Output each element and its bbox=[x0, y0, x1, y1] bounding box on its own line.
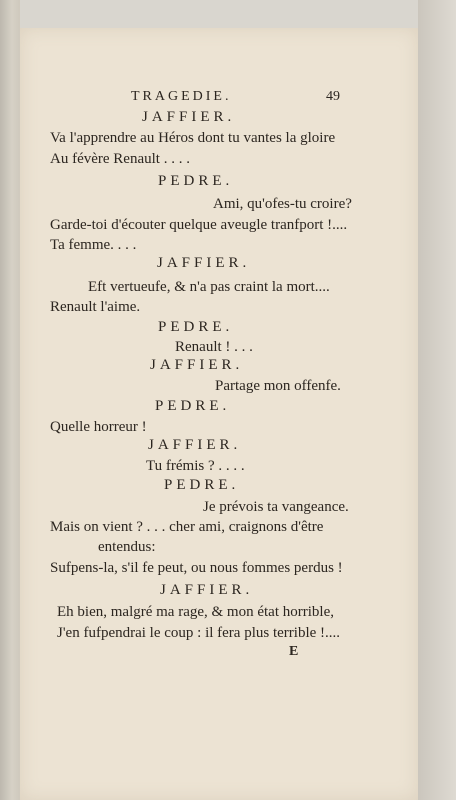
verse-line: Au févère Renault . . . . bbox=[50, 151, 190, 167]
speaker-pedre: PEDRE. bbox=[155, 398, 231, 414]
verse-line: Renault ! . . . bbox=[175, 339, 253, 355]
verse-line: Ta femme. . . . bbox=[50, 237, 137, 253]
running-title: TRAGEDIE. bbox=[131, 89, 232, 104]
verse-line: Quelle horreur ! bbox=[50, 419, 147, 435]
verse-line: Sufpens-la, s'il fe peut, ou nous fommes perdus ! bbox=[50, 560, 343, 576]
background-margin bbox=[418, 0, 456, 800]
speaker-jaffier: JAFFIER. bbox=[142, 109, 236, 125]
verse-line: Eft vertueufe, & n'a pas craint la mort.... bbox=[88, 279, 330, 295]
speaker-pedre: PEDRE. bbox=[158, 319, 234, 335]
speaker-jaffier: JAFFIER. bbox=[148, 437, 242, 453]
speaker-pedre: PEDRE. bbox=[158, 173, 234, 189]
verse-line: J'en fufpendrai le coup : il fera plus terrible !.... bbox=[57, 625, 341, 641]
verse-line: Mais on vient ? . . . cher ami, craignons d'être bbox=[50, 519, 324, 535]
verse-line: Je prévois ta vangeance. bbox=[203, 499, 349, 515]
verse-line: Va l'apprendre au Héros dont tu vantes la gloire bbox=[50, 130, 336, 146]
verse-line: Garde-toi d'écouter quelque aveugle tranfport !.... bbox=[50, 217, 348, 233]
speaker-jaffier: JAFFIER. bbox=[157, 255, 251, 271]
book-binding-edge bbox=[0, 0, 20, 800]
verse-line: Renault l'aime. bbox=[50, 299, 141, 315]
speaker-jaffier: JAFFIER. bbox=[150, 357, 244, 373]
speaker-jaffier: JAFFIER. bbox=[160, 582, 254, 598]
verse-line: Tu frémis ? . . . . bbox=[146, 458, 245, 474]
verse-line: Partage mon offenfe. bbox=[215, 378, 341, 394]
verse-line: entendus: bbox=[98, 539, 156, 555]
signature-mark: E bbox=[289, 644, 299, 659]
page-number: 49 bbox=[326, 89, 340, 104]
verse-line: Ami, qu'ofes-tu croire? bbox=[213, 196, 352, 212]
speaker-pedre: PEDRE. bbox=[164, 477, 240, 493]
verse-line: Eh bien, malgré ma rage, & mon état horrible, bbox=[57, 604, 334, 620]
